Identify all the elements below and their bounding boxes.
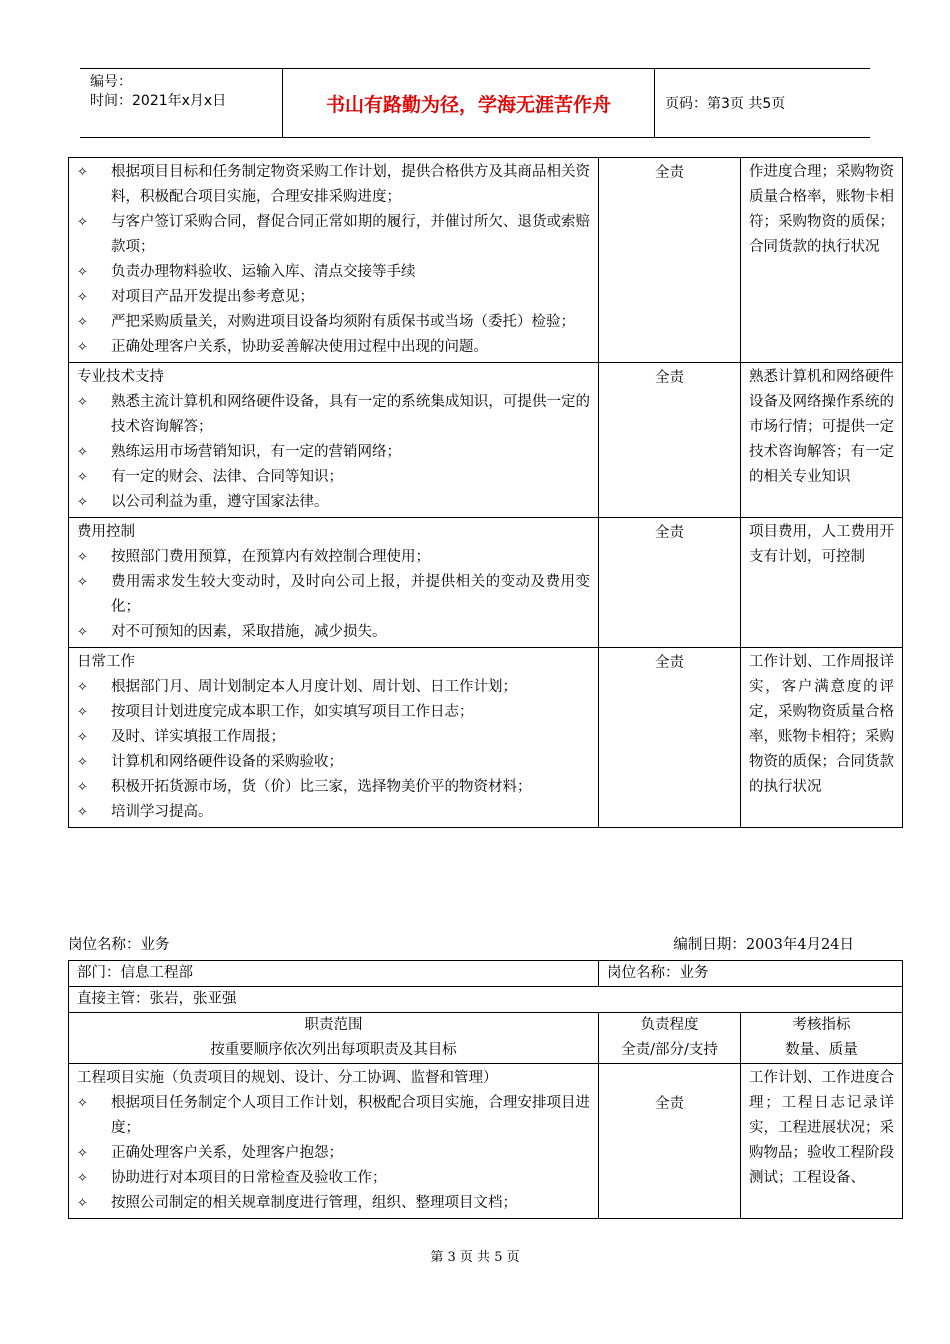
bullet-text: 熟练运用市场营销知识，有一定的营销网络； bbox=[111, 444, 401, 460]
bullet-icon: ✧ bbox=[77, 495, 88, 510]
bullet-item bbox=[77, 775, 590, 800]
number-label: 编号： bbox=[90, 74, 132, 90]
column-header-row bbox=[69, 1013, 903, 1064]
bullet-icon: ✧ bbox=[77, 755, 88, 770]
bullet-item bbox=[77, 490, 590, 515]
col-duty-scope-header bbox=[69, 1013, 599, 1064]
duty-title: 工程项目实施（负责项目的规划、设计、分工协调、监督和管理） bbox=[77, 1070, 498, 1086]
bullet-icon: ✧ bbox=[77, 265, 88, 280]
bullet-icon: ✧ bbox=[77, 470, 88, 485]
bullet-item bbox=[77, 1091, 590, 1141]
header-meta bbox=[80, 69, 283, 137]
bullet-text: 协助进行对本项目的日常检查及验收工作； bbox=[111, 1170, 387, 1186]
duty-title: 日常工作 bbox=[77, 654, 135, 670]
bullet-icon: ✧ bbox=[77, 290, 88, 305]
bullet-icon: ✧ bbox=[77, 730, 88, 745]
position-duty-table bbox=[68, 960, 903, 1219]
bullet-item bbox=[77, 700, 590, 725]
bullet-text: 计算机和网络硬件设备的采购验收； bbox=[111, 754, 343, 770]
bullet-item bbox=[77, 390, 590, 440]
bullet-icon: ✧ bbox=[77, 165, 88, 180]
bullet-item bbox=[77, 1141, 590, 1166]
bullet-text: 正确处理客户关系，处理客户抱怨； bbox=[111, 1145, 343, 1161]
bullet-item bbox=[77, 465, 590, 490]
bullet-text: 按照部门费用预算，在预算内有效控制合理使用； bbox=[111, 549, 430, 565]
col2-line2: 全责/部分/支持 bbox=[621, 1042, 718, 1058]
bullet-text: 严把采购质量关，对购进项目设备均须附有质保书或当场（委托）检验； bbox=[111, 314, 575, 330]
bullet-icon: ✧ bbox=[77, 215, 88, 230]
duty-table-continued bbox=[68, 157, 903, 828]
col3-line2: 数量、质量 bbox=[785, 1042, 858, 1058]
bullet-item bbox=[77, 800, 590, 825]
duty-row bbox=[69, 158, 903, 363]
col1-line2: 按重要顺序依次列出每项职责及其目标 bbox=[210, 1042, 457, 1058]
bullet-icon: ✧ bbox=[77, 575, 88, 590]
bullet-text: 培训学习提高。 bbox=[111, 804, 213, 820]
bullet-item bbox=[77, 285, 590, 310]
bullet-icon: ✧ bbox=[77, 625, 88, 640]
bullet-item bbox=[77, 210, 590, 260]
bullet-item bbox=[77, 620, 590, 645]
indicator-cell: 作进度合理；采购物资质量合格率，账物卡相符；采购物资的质保；合同货款的执行状况 bbox=[741, 158, 903, 363]
bullet-item bbox=[77, 675, 590, 700]
bullet-text: 及时、详实填报工作周报； bbox=[111, 729, 285, 745]
bullet-text: 积极开拓货源市场，货（价）比三家，选择物美价平的物资材料； bbox=[111, 779, 532, 795]
bullet-icon: ✧ bbox=[77, 705, 88, 720]
position-meta-line bbox=[68, 934, 854, 956]
bullet-icon: ✧ bbox=[77, 395, 88, 410]
bullet-icon: ✧ bbox=[77, 680, 88, 695]
duty-title: 费用控制 bbox=[77, 524, 135, 540]
bullet-item bbox=[77, 440, 590, 465]
bullet-text: 按照公司制定的相关规章制度进行管理，组织、整理项目文档； bbox=[111, 1195, 517, 1211]
page-header bbox=[80, 68, 870, 138]
responsibility-cell: 全责 bbox=[599, 518, 741, 648]
duty-description-cell bbox=[69, 363, 599, 518]
bullet-item bbox=[77, 545, 590, 570]
bullet-item bbox=[77, 1166, 590, 1191]
bullet-item bbox=[77, 750, 590, 775]
compile-date: 编制日期：2003年4月24日 bbox=[673, 937, 854, 953]
bullet-icon: ✧ bbox=[77, 780, 88, 795]
col3-line1: 考核指标 bbox=[792, 1017, 851, 1033]
col-indicator-header bbox=[741, 1013, 903, 1064]
bullet-text: 对项目产品开发提出参考意见； bbox=[111, 289, 314, 305]
bullet-text: 以公司利益为重，遵守国家法律。 bbox=[111, 494, 329, 510]
supervisor-row bbox=[69, 987, 903, 1013]
duty-title: 专业技术支持 bbox=[77, 369, 164, 385]
duty-row bbox=[69, 648, 903, 828]
duty-row bbox=[69, 1064, 903, 1219]
bullet-icon: ✧ bbox=[77, 1096, 88, 1111]
bullet-icon: ✧ bbox=[77, 550, 88, 565]
bullet-item bbox=[77, 310, 590, 335]
duty-description-cell bbox=[69, 518, 599, 648]
supervisor-cell: 直接主管：张岩，张亚强 bbox=[69, 987, 903, 1013]
bullet-text: 按项目计划进度完成本职工作，如实填写项目工作日志； bbox=[111, 704, 474, 720]
header-motto: 书山有路勤为径，学海无涯苦作舟 bbox=[283, 69, 655, 137]
time-label: 时间：2021年x月x日 bbox=[90, 93, 227, 109]
dept-row bbox=[69, 961, 903, 987]
indicator-cell: 工作计划、工作周报详实，客户满意度的评定，采购物资质量合格率，账物卡相符；采购物资的质保；合同货款的执行状况 bbox=[741, 648, 903, 828]
bullet-text: 对不可预知的因素，采取措施，减少损失。 bbox=[111, 624, 387, 640]
indicator-cell: 熟悉计算机和网络硬件设备及网络操作系统的市场行情；可提供一定技术咨询解答；有一定的相关专业知识 bbox=[741, 363, 903, 518]
bullet-icon: ✧ bbox=[77, 1171, 88, 1186]
responsibility-cell: 全责 bbox=[599, 158, 741, 363]
col2-line1: 负责程度 bbox=[640, 1017, 699, 1033]
col-responsibility-header bbox=[599, 1013, 741, 1064]
header-page-info: 页码：第3页 共5页 bbox=[665, 96, 786, 112]
duty-row bbox=[69, 363, 903, 518]
bullet-text: 与客户签订采购合同，督促合同正常如期的履行，并催讨所欠、退货或索赔款项； bbox=[111, 214, 590, 255]
position-cell: 岗位名称：业务 bbox=[599, 961, 903, 987]
bullet-icon: ✧ bbox=[77, 445, 88, 460]
bullet-text: 熟悉主流计算机和网络硬件设备，具有一定的系统集成知识，可提供一定的技术咨询解答； bbox=[111, 394, 590, 435]
bullet-item bbox=[77, 260, 590, 285]
bullet-icon: ✧ bbox=[77, 1196, 88, 1211]
responsibility-cell: 全责 bbox=[599, 648, 741, 828]
bullet-text: 根据部门月、周计划制定本人月度计划、周计划、日工作计划； bbox=[111, 679, 517, 695]
bullet-item bbox=[77, 160, 590, 210]
responsibility-cell bbox=[599, 1064, 741, 1219]
position-title: 岗位名称：业务 bbox=[68, 937, 170, 953]
bullet-icon: ✧ bbox=[77, 315, 88, 330]
bullet-item bbox=[77, 570, 590, 620]
bullet-item bbox=[77, 725, 590, 750]
bullet-icon: ✧ bbox=[77, 805, 88, 820]
bullet-icon: ✧ bbox=[77, 1146, 88, 1161]
bullet-item bbox=[77, 335, 590, 360]
duty-row bbox=[69, 518, 903, 648]
responsibility-value: 全责 bbox=[655, 1096, 684, 1112]
col1-line1: 职责范围 bbox=[304, 1017, 363, 1033]
indicator-cell: 项目费用，人工费用开支有计划，可控制 bbox=[741, 518, 903, 648]
indicator-cell: 工作计划、工作进度合理；工程日志记录详实，工程进展状况；采购物品；验收工程阶段测试；工程设备、 bbox=[741, 1064, 903, 1219]
bullet-item bbox=[77, 1191, 590, 1216]
duty-description-cell bbox=[69, 158, 599, 363]
bullet-text: 正确处理客户关系，协助妥善解决使用过程中出现的问题。 bbox=[111, 339, 488, 355]
bullet-text: 根据项目目标和任务制定物资采购工作计划，提供合格供方及其商品相关资料，积极配合项目实施，合理安排采购进度； bbox=[111, 164, 590, 205]
bullet-text: 有一定的财会、法律、合同等知识； bbox=[111, 469, 343, 485]
responsibility-cell: 全责 bbox=[599, 363, 741, 518]
bullet-text: 负责办理物料验收、运输入库、清点交接等手续 bbox=[111, 264, 416, 280]
duty-description-cell bbox=[69, 1064, 599, 1219]
bullet-icon: ✧ bbox=[77, 340, 88, 355]
department-cell: 部门：信息工程部 bbox=[69, 961, 599, 987]
duty-description-cell bbox=[69, 648, 599, 828]
page-footer: 第 3 页 共 5 页 bbox=[430, 1250, 520, 1265]
bullet-text: 根据项目任务制定个人项目工作计划，积极配合项目实施，合理安排项目进度； bbox=[111, 1095, 590, 1136]
bullet-text: 费用需求发生较大变动时，及时向公司上报，并提供相关的变动及费用变化； bbox=[111, 574, 590, 615]
